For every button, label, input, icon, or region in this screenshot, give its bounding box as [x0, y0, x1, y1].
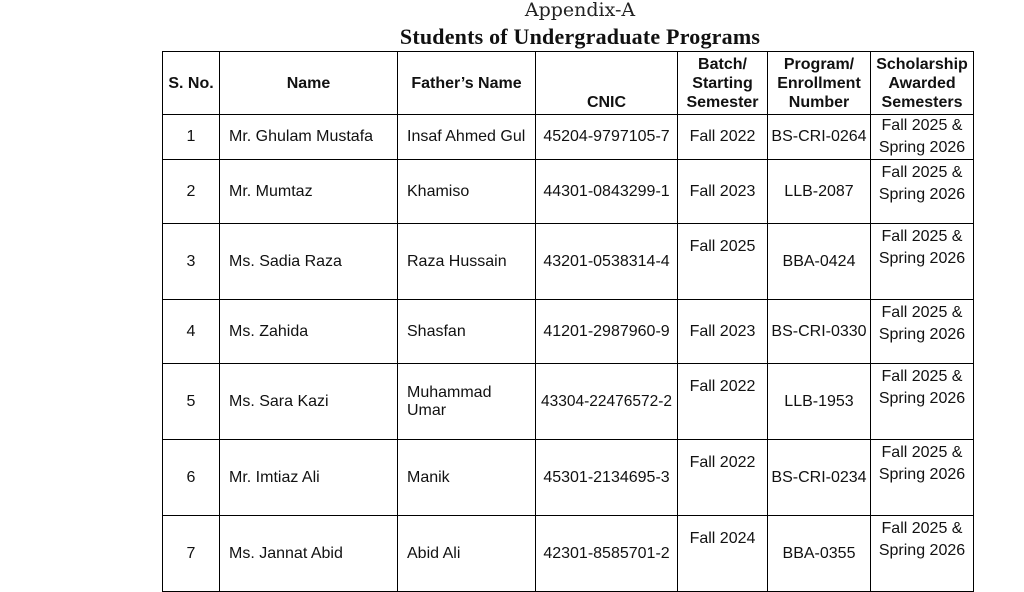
header-scholarship	[871, 52, 974, 115]
cell-program: LLB-2087	[768, 160, 871, 224]
cell-sno: 6	[163, 440, 220, 516]
cell-scholarship	[871, 516, 974, 592]
table-row	[163, 160, 974, 224]
cell-father-name: Insaf Ahmed Gul	[398, 115, 536, 160]
table-row	[163, 516, 974, 592]
cell-name: Ms. Zahida	[220, 300, 398, 364]
header-batch-line2: Starting	[692, 74, 753, 92]
cell-cnic: 43201-0538314-4	[536, 224, 678, 300]
header-scholarship-line2: Awarded	[888, 74, 956, 92]
cell-name: Mr. Ghulam Mustafa	[220, 115, 398, 160]
cell-scholarship-line1: Fall 2025 &	[881, 368, 963, 385]
table-row	[163, 300, 974, 364]
cell-program: LLB-1953	[768, 364, 871, 440]
cell-scholarship	[871, 115, 974, 160]
table-row	[163, 224, 974, 300]
cell-scholarship-line1: Fall 2025 &	[881, 444, 963, 461]
header-sno: S. No.	[163, 52, 220, 115]
table-header-row	[163, 52, 974, 115]
header-scholarship-line3: Semesters	[881, 93, 963, 111]
cell-scholarship	[871, 160, 974, 224]
header-scholarship-line1: Scholarship	[876, 55, 968, 73]
cell-father-name: Shasfan	[398, 300, 536, 364]
cell-name: Ms. Sadia Raza	[220, 224, 398, 300]
header-batch-line3: Semester	[686, 93, 759, 111]
cell-scholarship-line1: Fall 2025 &	[881, 117, 963, 134]
cell-name: Ms. Sara Kazi	[220, 364, 398, 440]
cell-cnic: 42301-8585701-2	[536, 516, 678, 592]
header-program-line1: Program/	[783, 55, 855, 73]
cell-scholarship-line2: Spring 2026	[878, 542, 966, 559]
cell-name: Mr. Imtiaz Ali	[220, 440, 398, 516]
table-row	[163, 440, 974, 516]
cell-scholarship-line2: Spring 2026	[878, 139, 966, 156]
table-row	[163, 364, 974, 440]
students-table	[162, 51, 974, 592]
cell-batch: Fall 2023	[678, 160, 768, 224]
cell-batch: Fall 2023	[678, 300, 768, 364]
cell-sno: 7	[163, 516, 220, 592]
cell-father-name: Abid Ali	[398, 516, 536, 592]
cell-scholarship-line2: Spring 2026	[878, 186, 966, 203]
cell-sno: 3	[163, 224, 220, 300]
header-cnic: CNIC	[536, 52, 678, 115]
cell-father-name: Khamiso	[398, 160, 536, 224]
cell-scholarship	[871, 224, 974, 300]
cell-cnic: 43304-22476572-2	[536, 364, 678, 440]
cell-batch: Fall 2022	[678, 440, 768, 516]
cell-batch: Fall 2025	[678, 224, 768, 300]
header-program	[768, 52, 871, 115]
cell-scholarship-line1: Fall 2025 &	[881, 164, 963, 181]
cell-scholarship	[871, 300, 974, 364]
cell-sno: 4	[163, 300, 220, 364]
cell-father-name: Muhammad Umar	[398, 364, 536, 440]
header-program-line3: Number	[788, 93, 850, 111]
header-name: Name	[220, 52, 398, 115]
cell-scholarship-line2: Spring 2026	[878, 466, 966, 483]
cell-scholarship	[871, 364, 974, 440]
cell-program: BS-CRI-0234	[768, 440, 871, 516]
header-batch-line1: Batch/	[698, 55, 747, 73]
cell-sno: 5	[163, 364, 220, 440]
appendix-label: Appendix-A	[524, 0, 636, 21]
cell-scholarship-line2: Spring 2026	[878, 250, 966, 267]
cell-program: BS-CRI-0264	[768, 115, 871, 160]
header-program-line2: Enrollment	[777, 74, 861, 92]
cell-father-name: Raza Hussain	[398, 224, 536, 300]
cell-scholarship-line2: Spring 2026	[878, 326, 966, 343]
cell-cnic: 44301-0843299-1	[536, 160, 678, 224]
cell-program: BS-CRI-0330	[768, 300, 871, 364]
cell-batch: Fall 2024	[678, 516, 768, 592]
cell-program: BBA-0355	[768, 516, 871, 592]
cell-cnic: 41201-2987960-9	[536, 300, 678, 364]
cell-scholarship-line1: Fall 2025 &	[881, 228, 963, 245]
cell-scholarship-line1: Fall 2025 &	[881, 520, 963, 537]
header-father-name: Father’s Name	[398, 52, 536, 115]
cell-cnic: 45301-2134695-3	[536, 440, 678, 516]
cell-program: BBA-0424	[768, 224, 871, 300]
cell-scholarship-line2: Spring 2026	[878, 390, 966, 407]
cell-batch: Fall 2022	[678, 115, 768, 160]
cell-name: Ms. Jannat Abid	[220, 516, 398, 592]
cell-sno: 1	[163, 115, 220, 160]
cell-father-name: Manik	[398, 440, 536, 516]
cell-name: Mr. Mumtaz	[220, 160, 398, 224]
cell-scholarship	[871, 440, 974, 516]
header-batch	[678, 52, 768, 115]
document-title: Students of Undergraduate Programs	[399, 24, 761, 49]
cell-scholarship-line1: Fall 2025 &	[881, 304, 963, 321]
table-row	[163, 115, 974, 160]
cell-cnic: 45204-9797105-7	[536, 115, 678, 160]
cell-batch: Fall 2022	[678, 364, 768, 440]
cell-sno: 2	[163, 160, 220, 224]
